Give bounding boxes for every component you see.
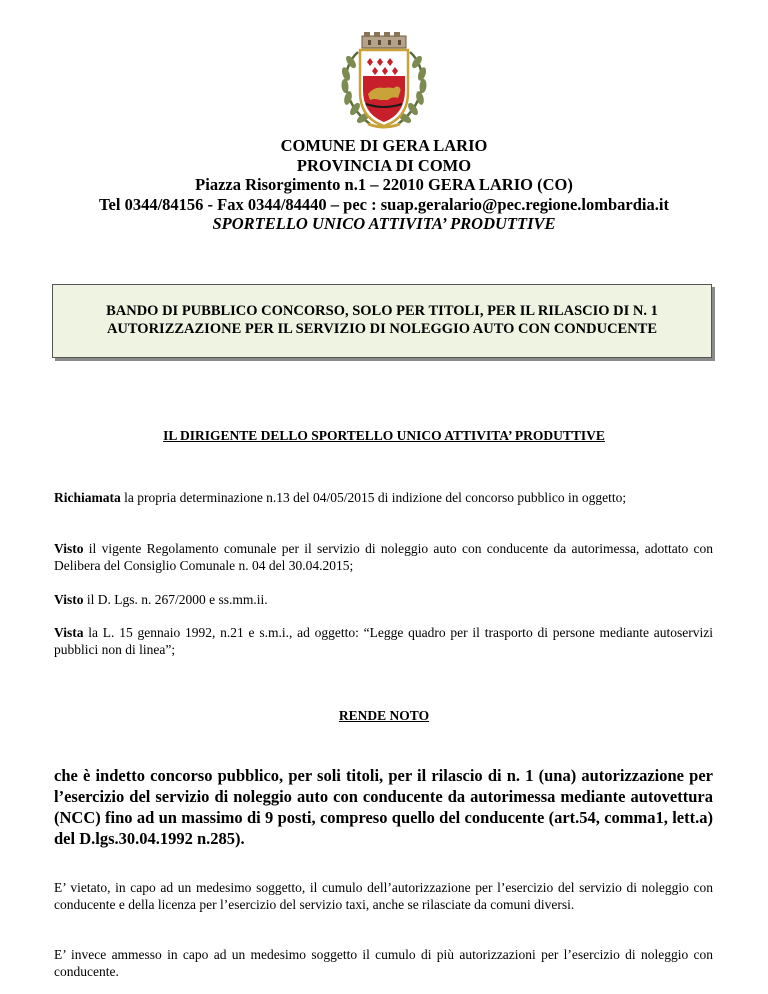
premessa-visto-dlgs <box>54 591 713 608</box>
office-name: SPORTELLO UNICO ATTIVITA’ PRODUTTIVE <box>212 214 556 233</box>
premessa-vista-legge <box>54 624 713 658</box>
body-paragraph-cumulo-ammesso: E’ invece ammesso in capo ad un medesimo soggetto il cumulo di più autorizzazioni per l’esercizio di noleggio con conducente. <box>54 947 713 979</box>
premessa-lead: Visto <box>54 541 84 556</box>
notice-title-line-1: BANDO DI PUBBLICO CONCORSO, SOLO PER TITOLI, PER IL RILASCIO DI N. 1 <box>106 303 658 319</box>
premessa-text: la L. 15 gennaio 1992, n.21 e s.m.i., ad oggetto: “Legge quadro per il trasporto di persone mediante autoservizi pubblici non di linea”; <box>54 625 713 657</box>
address-line: Piazza Risorgimento n.1 – 22010 GERA LARIO (CO) <box>195 175 573 194</box>
premessa-lead: Visto <box>54 592 84 607</box>
premessa-visto-regolamento <box>54 540 713 574</box>
announcement-paragraph: che è indetto concorso pubblico, per soli titoli, per il rilascio di n. 1 (una) autorizzazione per l’esercizio del servizio di noleggio auto con conducente da autorimessa mediante autovettura (NCC) fino ad un massimo di 9 posti, compreso quello del conducente (art.54, comma1, lett.a) del D.lgs.30.04.1992 n.285). <box>54 766 713 848</box>
contact-line: Tel 0344/84156 - Fax 0344/84440 – pec : suap.geralario@pec.regione.lombardia.it <box>99 194 669 214</box>
premessa-richiamata <box>54 489 713 506</box>
premessa-text: il vigente Regolamento comunale per il servizio di noleggio auto con conducente da autorimessa, adottato con Delibera del Consiglio Comunale n. 04 del 30.04.2015; <box>54 541 713 573</box>
premessa-lead: Richiamata <box>54 490 121 505</box>
municipality-name: COMUNE DI GERA LARIO <box>280 136 488 155</box>
premessa-text: il D. Lgs. n. 267/2000 e ss.mm.ii. <box>83 592 268 607</box>
notice-title-box <box>52 284 712 358</box>
dirigente-heading: IL DIRIGENTE DELLO SPORTELLO UNICO ATTIVITA’ PRODUTTIVE <box>163 428 605 443</box>
premessa-text: la propria determinazione n.13 del 04/05/2015 di indizione del concorso pubblico in oggetto; <box>120 490 627 505</box>
municipality-header <box>0 136 768 234</box>
notice-title-line-2: AUTORIZZAZIONE PER IL SERVIZIO DI NOLEGGIO AUTO CON CONDUCENTE <box>106 321 658 337</box>
premessa-lead: Vista <box>54 625 84 640</box>
province-name: PROVINCIA DI COMO <box>296 155 472 175</box>
rende-noto-heading: RENDE NOTO <box>338 708 430 723</box>
body-paragraph-cumulo-vietato: E’ vietato, in capo ad un medesimo soggetto, il cumulo dell’autorizzazione per l’esercizio del servizio di noleggio con conducente e della licenza per l’esercizio del servizio taxi, anche se rilasciate da comuni diversi. <box>54 880 713 912</box>
municipal-crest-logo <box>318 30 450 134</box>
